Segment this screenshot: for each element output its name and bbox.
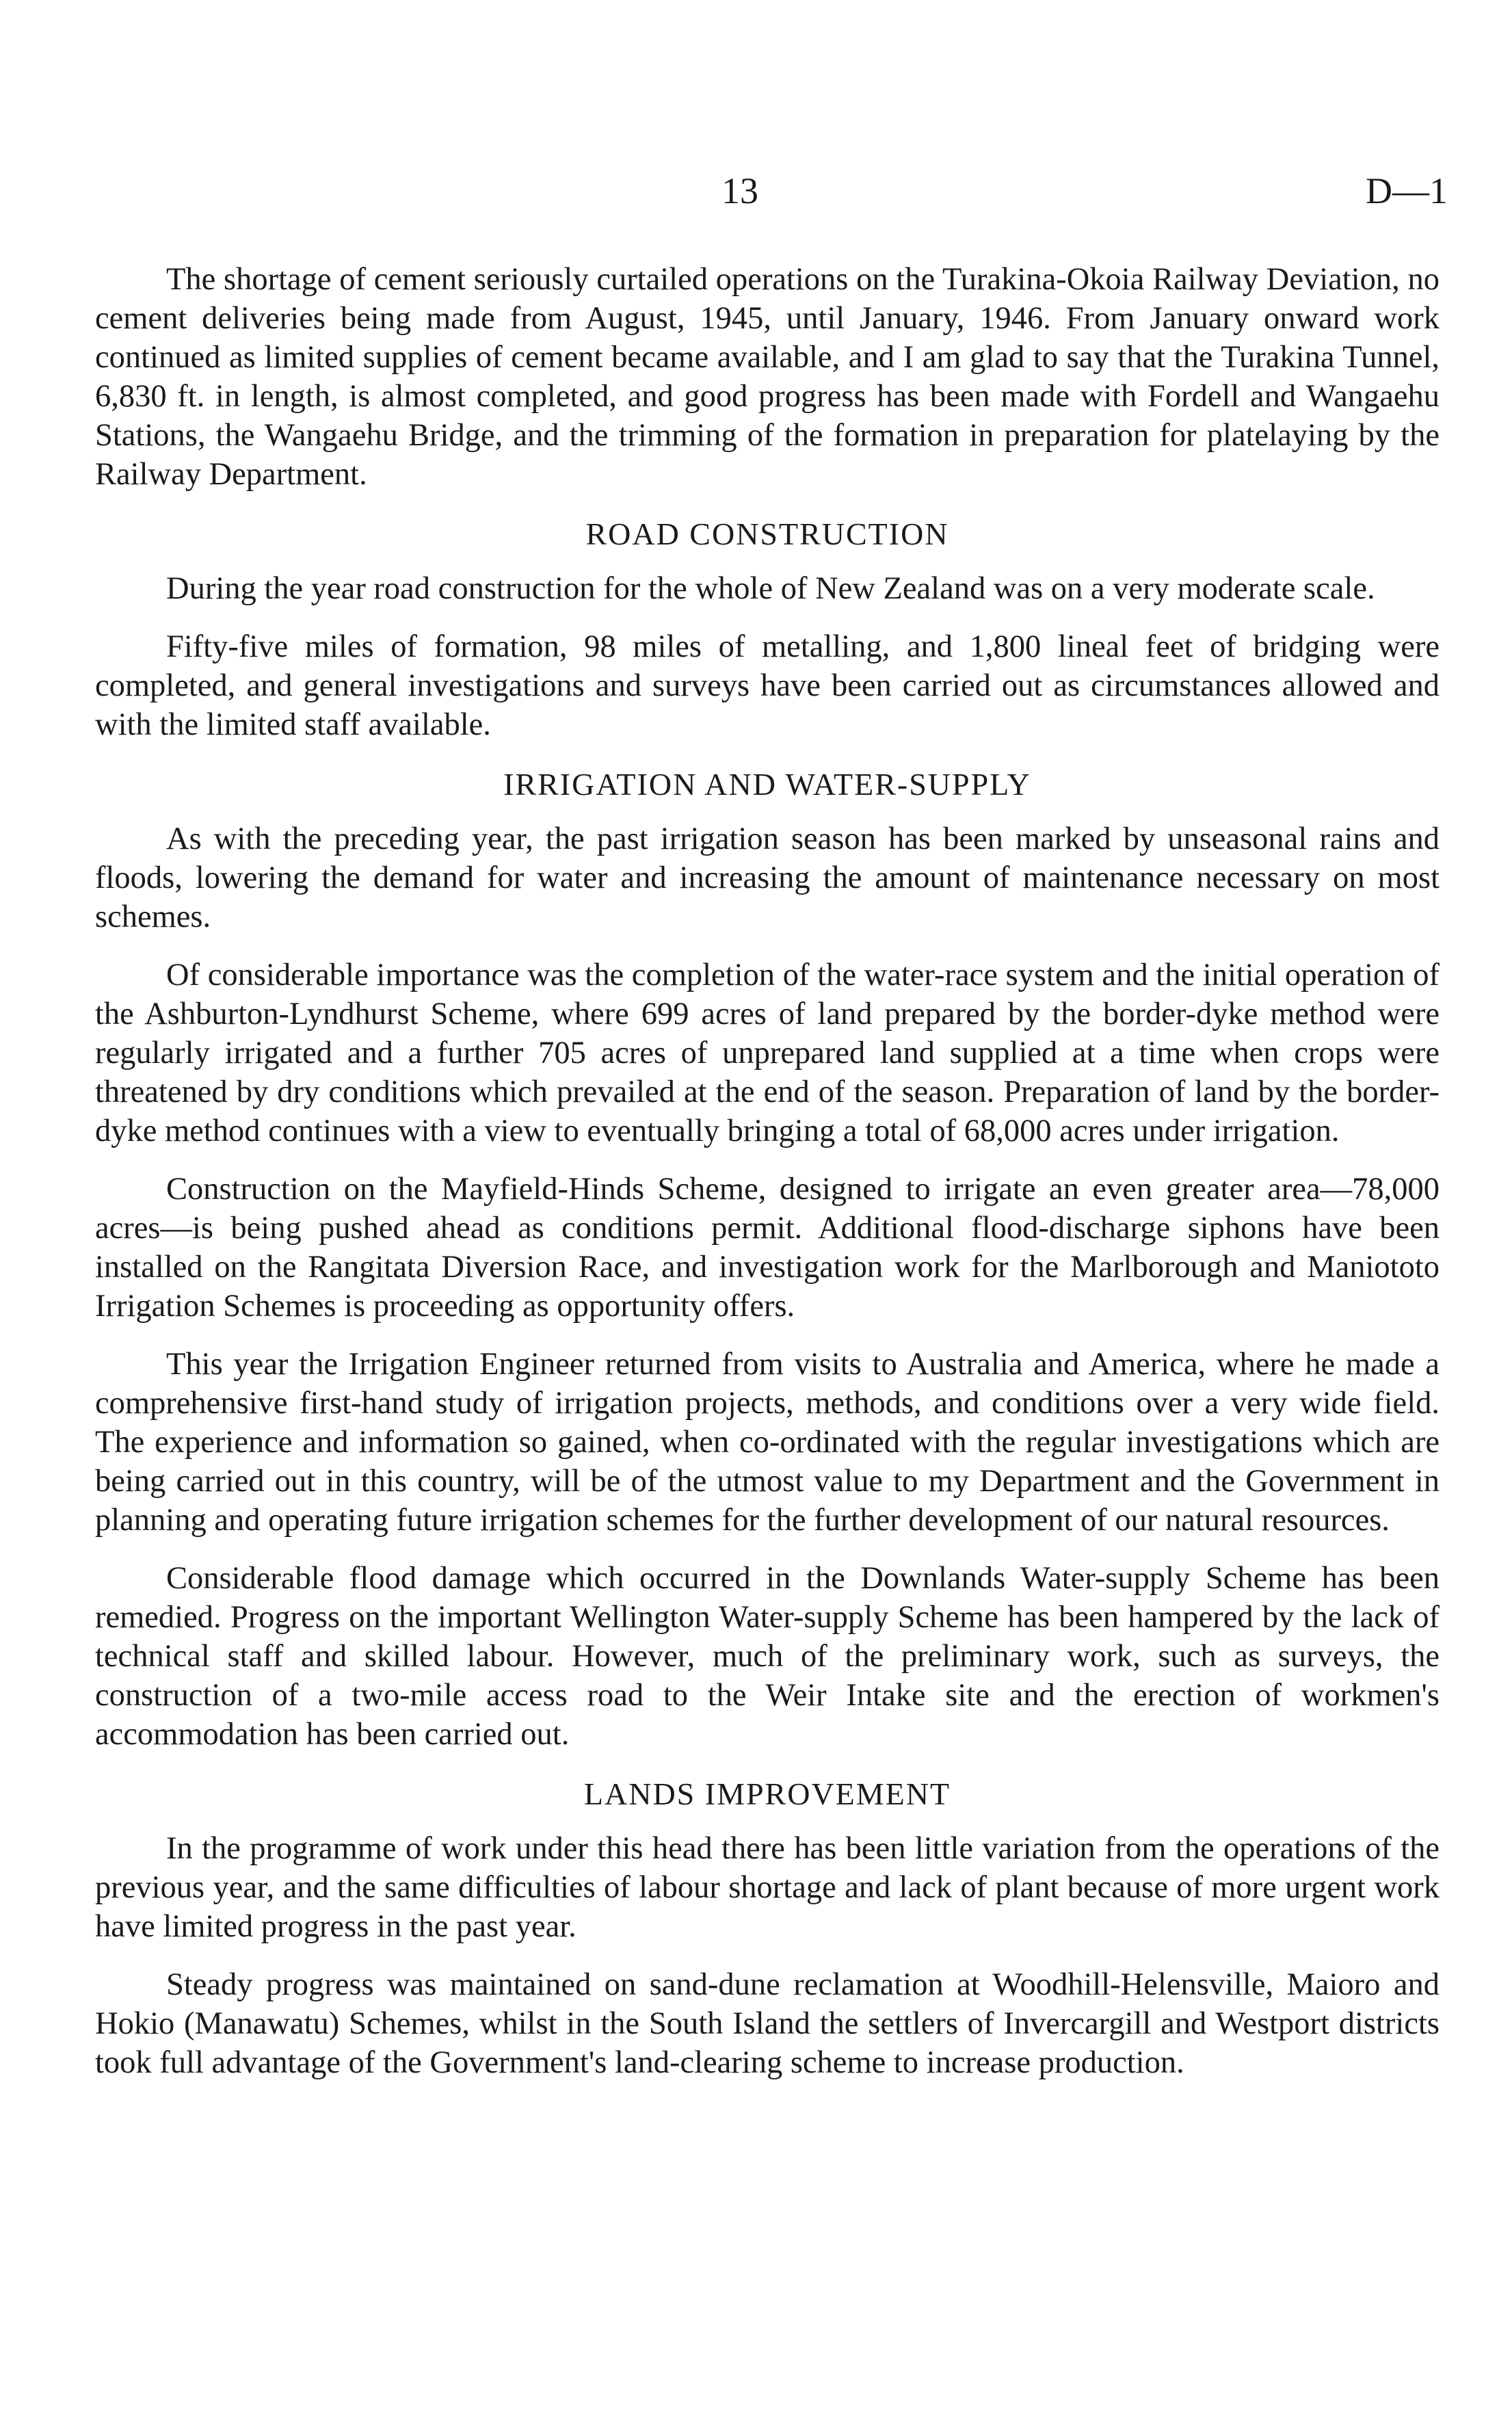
paragraph-road-1: During the year road construction for the whole of New Zealand was on a very moderate scale. xyxy=(166,571,1375,606)
heading-lands-improvement: LANDS IMPROVEMENT xyxy=(583,1776,951,1811)
paragraph-irrigation-5: Considerable flood damage which occurred in the Downlands Water-supply Scheme has been remedied. Progress on the important Wellington Water-supply Scheme has been hampered by the lack of technical staff and skilled labour. However, much of the preliminary work, such as surveys, the construction of a two-mile access road to the Weir Intake site and the erection of workmen's accommodation has been carried out. xyxy=(95,1561,1440,1752)
paragraph-irrigation-2: Of considerable importance was the completion of the water-race system and the initial operation of the Ashburton-Lyndhurst Scheme, where 699 acres of land prepared by the border-dyke method were regularly irrigated and a further 705 acres of unprepared land supplied at a time when crops were threatened by dry conditions which prevailed at the end of the season. Preparation of land by the border-dyke method continues with a view to eventually bringing a total of 68,000 acres under irrigation. xyxy=(95,958,1440,1148)
paragraph-road-2: Fifty-five miles of formation, 98 miles of metalling, and 1,800 lineal feet of bridging were completed, and general investigations and surveys have been carried out as circumstances allowed and with the limited staff available. xyxy=(95,629,1440,742)
page-number: 13 xyxy=(721,170,758,211)
series-reference: D—1 xyxy=(1366,170,1448,211)
paragraph-lands-2: Steady progress was maintained on sand-dune reclamation at Woodhill-Helensville, Maioro and Hokio (Manawatu) Schemes, whilst in the South Island the settlers of Invercargill and Westport districts took full advantage of the Government's land-clearing scheme to increase production. xyxy=(95,1967,1440,2080)
running-head xyxy=(0,170,1512,218)
heading-irrigation: IRRIGATION AND WATER-SUPPLY xyxy=(503,767,1031,802)
paragraph-irrigation-1: As with the preceding year, the past irrigation season has been marked by unseasonal rains and floods, lowering the demand for water and increasing the amount of maintenance necessary on most schemes. xyxy=(95,822,1440,934)
paragraph-railway-deviation: The shortage of cement seriously curtailed operations on the Turakina-Okoia Railway Deviation, no cement deliveries being made from August, 1945, until January, 1946. From January onward work continued as limited supplies of cement became available, and I am glad to say that the Turakina Tunnel, 6,830 ft. in length, is almost completed, and good progress has been made with Fordell and Wangaehu Stations, the Wangaehu Bridge, and the trimming of the formation in preparation for platelaying by the Railway Department. xyxy=(95,262,1440,492)
paragraph-irrigation-4: This year the Irrigation Engineer returned from visits to Australia and America, where he made a comprehensive first-hand study of irrigation projects, methods, and conditions over a very wide field. The experience and information so gained, when co-ordinated with the regular investigations which are being carried out in this country, will be of the utmost value to my Department and the Government in planning and operating future irrigation schemes for the further development of our natural resources. xyxy=(95,1347,1440,1538)
paragraph-lands-1: In the programme of work under this head there has been little variation from the operations of the previous year, and the same difficulties of labour shortage and lack of plant because of more urgent work have limited progress in the past year. xyxy=(95,1831,1440,1944)
body-text xyxy=(95,260,1440,2101)
paragraph-irrigation-3: Construction on the Mayfield-Hinds Scheme, designed to irrigate an even greater area—78,000 acres—is being pushed ahead as conditions permit. Additional flood-discharge siphons have been installed on the Rangitata Diversion Race, and investigation work for the Marlborough and Maniototo Irrigation Schemes is proceeding as opportunity offers. xyxy=(95,1172,1440,1324)
heading-road-construction: ROAD CONSTRUCTION xyxy=(585,516,949,551)
